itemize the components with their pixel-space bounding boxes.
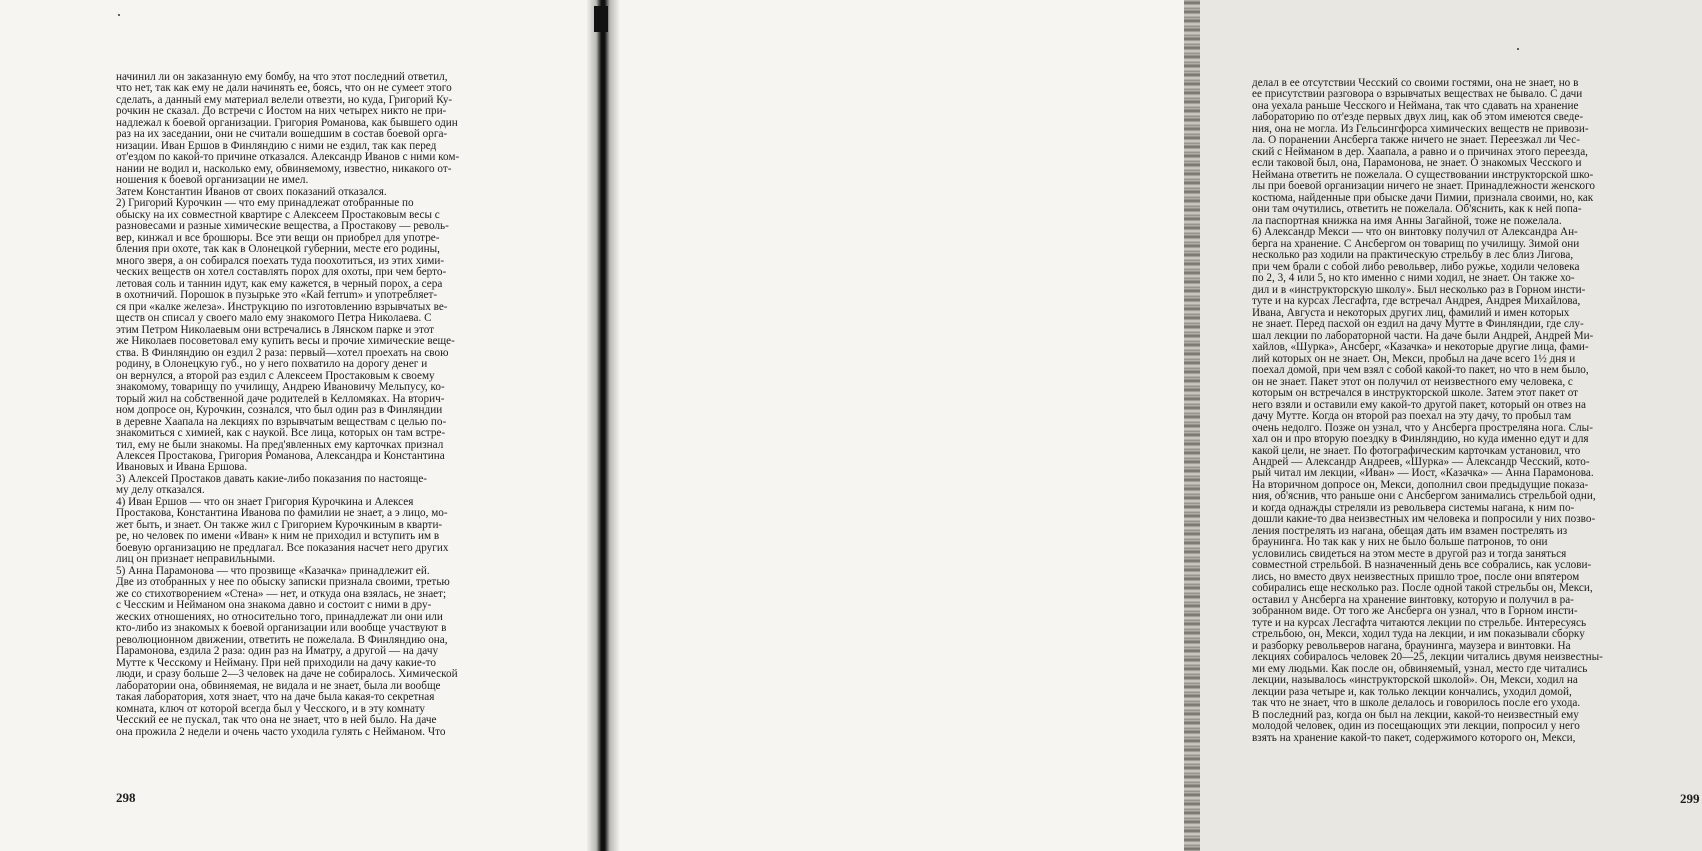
text-line: не знает. Перед пасхой он ездил на дачу Мутте в Финляндии, где слу- <box>1252 318 1584 331</box>
text-line: лий которых он не знает. Он, Мекси, пробыл на даче всего 1½ дня и <box>1252 352 1576 365</box>
text-line: революционном движении, ответить не пожелала. В Финляндию она, <box>116 633 448 646</box>
text-line: Затем Константин Иванов от своих показаний отказался. <box>116 185 387 198</box>
text-line: раз на их заседании, они не считали вошедшим в состав боевой орга- <box>116 128 448 141</box>
text-line: ном допросе он, Курочкин, сознался, что был один раз в Финляндии <box>116 404 443 417</box>
text-line: дил и в «инструкторскую школу». Был несколько раз в Горном инсти- <box>1252 283 1586 296</box>
text-line: ла. О поранении Ансберга также ничего не знает. Переезжал ли Чес- <box>1252 134 1580 147</box>
text-line: же Николаев посоветовал ему купить весы и прочие химические веще- <box>116 335 455 348</box>
text-line: ношения к боевой организации не имел. <box>116 174 309 187</box>
text-line: ства. В Финляндию он ездил 2 раза: первый—хотел проехать на свою <box>116 346 449 359</box>
text-line: так что не знает, что в школе делалось и говорилось после его ухода. <box>1252 697 1581 710</box>
scan-speck <box>118 14 120 16</box>
text-line: 5) Анна Парамонова — что прозвище «Казачка» принадлежит ей. <box>116 564 430 577</box>
text-line: жет быть, и знает. Он также жил с Григорием Курочкиным в кварти- <box>116 518 443 531</box>
text-line: стрельбою, он, Мекси, ходил туда на лекции, и им показывали сборку <box>1252 628 1585 641</box>
text-line: родину, в Олонецкую губ., но у него похватило на дорогу денег и <box>116 358 428 371</box>
text-line: оставил у Ансберга на хранение винтовку, которую и получил в ра- <box>1252 593 1574 606</box>
left-page-text <box>116 72 556 738</box>
text-line: лаборатории она, обвиняемая, не видала и не знает, была ли вообще <box>116 679 441 692</box>
text-line: собирались еще несколько раз. После одной такой стрельбы он, Мекси, <box>1252 582 1593 595</box>
text-line: Алексея Простакова, Григория Романова, Александра и Константина <box>116 449 445 462</box>
text-line: комната, ключ от которой всегда был у Чесского, и в эту комнату <box>116 702 425 715</box>
gutter-shadow <box>594 6 608 32</box>
text-line: вер, кинжал и все брошюры. Все эти вещи он приобрел для употре- <box>116 231 440 244</box>
text-line: и разборку револьверов нагана, браунинга, маузера и винтовки. На <box>1252 639 1571 652</box>
right-page-text <box>1252 78 1702 744</box>
text-line: она прожила 2 недели и очень часто уходила гулять с Нейманом. Что <box>116 725 446 738</box>
text-line: очень недолго. Позже он узнал, что у Ансберга простреляна нога. Слы- <box>1252 421 1593 434</box>
text-line: На вторичном допросе он, Мекси, дополнил свои предыдущие показа- <box>1252 478 1589 491</box>
text-line: ми ему людьми. Как после он, обвиняемый, узнал, место где читались <box>1252 662 1588 675</box>
text-line: шал лекции по лабораторной части. На даче были Андрей, Андрей Ми- <box>1252 329 1594 342</box>
text-line: Простакова, Константина Иванова по фамилии не знает, а э лицо, мо- <box>116 507 448 520</box>
text-line: рый читал им лекции, «Иван» — Иост, «Казачка» — Анна Парамонова. <box>1252 467 1594 480</box>
text-line: тил, ему не были знакомы. На пред'явленных ему карточках признал <box>116 438 444 451</box>
left-page-number: 298 <box>116 790 136 805</box>
text-line: туте и на курсах Лесгафта, где встречал Андрея, Андрея Михайлова, <box>1252 295 1581 308</box>
text-line: 4) Иван Ершов — что он знает Григория Курочкина и Алексея <box>116 495 414 508</box>
text-line: несколько раз ходили на практическую стрельбу в лес близ Лигова, <box>1252 249 1574 262</box>
left-page <box>0 0 598 851</box>
text-line: ее присутствии разговора о взрывчатых веществах не бывало. С дачи <box>1252 88 1583 101</box>
text-line: жеских отношениях, но относительно того, принадлежат ли они или <box>116 610 443 623</box>
text-line: знакомому, товарищу по училищу, Андрею Ивановичу Мельпусу, ко- <box>116 381 445 394</box>
text-line: делал в ее отсутствии Чесский со своими гостями, она не знает, но в <box>1252 77 1579 89</box>
text-line: ре, но человек по имени «Иван» к ним не приходил и вступить им в <box>116 530 440 543</box>
text-line: дошли какие-то два неизвестных им человека и попросили у них позво- <box>1252 513 1596 526</box>
text-line: что нет, так как ему не дали начинять ее, боясь, что он не сумеет этого <box>116 82 452 95</box>
text-line: берга на хранение. С Ансбергом он товарищ по училищу. Зимой они <box>1252 237 1580 250</box>
text-line: если таковой был, она, Парамонова, не знает. О знакомых Чесского и <box>1252 157 1582 170</box>
text-line: зобранном виде. От того же Ансберга он узнал, что в Горном инсти- <box>1252 605 1578 618</box>
right-page-number: 299 <box>1680 791 1700 806</box>
text-line: разновесами и разные химические вещества, а Простакову — револь- <box>116 220 449 233</box>
text-line: лекции раза четыре и, как только лекции кончались, уходил домой, <box>1252 685 1572 698</box>
text-line: лабораторию по от'езде первых двух лиц, как об этом имеются сведе- <box>1252 111 1584 124</box>
text-line: Мутте к Чесскому и Нейману. При ней приходили на дачу какие-то <box>116 656 436 669</box>
text-line: в деревне Хаапала на лекциях по взрывчатым веществам с целью по- <box>116 415 447 428</box>
text-line: по 2, 3, 4 или 5, но кто именно с ними ходил, не знает. Он также хо- <box>1252 272 1575 285</box>
text-line: костюма, найденные при обыске дачи Пимии, признала своими, но, как <box>1252 191 1594 204</box>
text-line: лы при боевой организации ничего не знает. Принадлежности женского <box>1252 180 1596 193</box>
text-line: начинил ли он заказанную ему бомбу, на что этот последний ответил, <box>116 71 448 83</box>
text-line: ский с Нейманом в дер. Хаапала, а равно и о причинах этого переезда, <box>1252 145 1588 158</box>
text-line: ществ он списал у своего мало ему знакомого Петра Николаева. С <box>116 312 432 325</box>
text-line: взять на хранение какой-то пакет, содержимого которого он, Мекси, <box>1252 731 1576 744</box>
text-line: такая лаборатория, хотя знает, что на даче была какая-то секретная <box>116 691 435 704</box>
text-line: нании не водил и, насколько ему, обвиняемому, известно, никакого от- <box>116 162 452 175</box>
text-line: которым он встречался в инструкторской школе. Затем этот пакет от <box>1252 387 1579 400</box>
scan-speck <box>1517 48 1519 50</box>
text-line: ческих веществ он хотел составлять порох для охоты, при чем берто- <box>116 266 447 279</box>
text-line: люди, и сразу больше 2—3 человек на даче не собиралось. Химической <box>116 668 458 681</box>
text-line: В последний раз, когда он был на лекции, какой-то неизвестный ему <box>1252 708 1579 721</box>
text-line: какой цели, не знает. По фотографическим карточкам установил, что <box>1252 444 1581 457</box>
text-line: от'ездом по какой-то причине отказался. Александр Иванов с ними ком- <box>116 151 460 164</box>
text-line: он вернулся, а второй раз ездил с Алексеем Простаковым к своему <box>116 369 435 382</box>
text-line: Неймана ответить не пожелала. О существовании инструкторской шко- <box>1252 168 1594 181</box>
text-line: он не знает. Пакет этот он получил от неизвестного ему человека, с <box>1252 375 1573 388</box>
text-line: ния, она не могла. Из Гельсингфорса химических веществ не привози- <box>1252 122 1589 135</box>
text-line: надлежал к боевой организации. Григория Романова, как бывшего один <box>116 116 458 129</box>
text-line: Чесский ее не пускал, так что она не знает, что в ней было. На даче <box>116 714 437 727</box>
text-line: летовая соль и таннин идут, как ему кажется, в черный порох, а сера <box>116 277 443 290</box>
text-line: условились свидеться на этом месте в другой раз и тогда заняться <box>1252 547 1567 560</box>
text-line: сделать, а данный ему материал велели отвезти, но куда, Григорий Ку- <box>116 93 453 106</box>
text-line: дачу Мутте. Когда он второй раз поехал на эту дачу, то пробыл там <box>1252 410 1572 423</box>
text-line: и когда однажды стреляли из револьвера системы нагана, к ним по- <box>1252 501 1575 514</box>
text-line: боевую организацию не предлагал. Все показания насчет него других <box>116 541 449 554</box>
text-line: Две из отобранных у нее по обыску записки признала своими, третью <box>116 576 450 589</box>
text-line: хайлов, «Шурка», Ансберг, «Казачка» и некоторые другие лица, фами- <box>1252 341 1589 354</box>
text-line: Ивановых и Ивана Ершова. <box>116 461 248 474</box>
text-line: лекциях собиралось человек 20—25, лекции читались двумя неизвестны- <box>1252 651 1603 664</box>
text-line: туте и на курсах Лесгафта читаются лекции по стрельбе. Интересуясь <box>1252 616 1587 629</box>
text-line: знакомиться с химией, как с наукой. Все лица, которых он там встре- <box>116 427 446 440</box>
text-line: рочкин не сказал. До встречи с Иостом на них четырех никто не при- <box>116 105 447 118</box>
text-line: лись, но вместо двух неизвестных пришло трое, после они впятером <box>1252 570 1580 583</box>
text-line: кто-либо из знакомых к боевой организации или вообще участвуют в <box>116 622 447 635</box>
text-line: ся при «калке железа». Инструкцию по изготовлению взрывчатых ве- <box>116 300 448 313</box>
text-line: ления пострелять из нагана, обещая дать им взамен пострелять из <box>1252 524 1568 537</box>
text-line: совместной стрельбой. В назначенный день все собрались, как услови- <box>1252 559 1592 572</box>
text-line: в охотничий. Порошок в пузырьке это «Кай ferrum» и употребляет- <box>116 289 438 302</box>
text-line: браунинга. Но так как у них не было больше патронов, то они <box>1252 536 1548 549</box>
text-line: него взяли и оставили ему какой-то другой пакет, который он отвез на <box>1252 398 1586 411</box>
text-line: этим Петром Николаевым они встречались в Лянском парке и этот <box>116 323 435 336</box>
text-line: ния, об'яснив, что раньше они с Ансбергом занимались стрельбой одни, <box>1252 490 1596 503</box>
text-line: 3) Алексей Простаков давать какие-либо показания по настояще- <box>116 472 428 485</box>
text-line: молодой человек, один из посещающих эти лекции, попросил у него <box>1252 720 1580 733</box>
text-line: 2) Григорий Курочкин — что ему принадлежат отобранные по <box>116 197 414 210</box>
text-line: торый жил на собственной даче родителей в Келломяках. На вторич- <box>116 392 445 405</box>
text-line: обыску на их совместной квартире с Алексеем Простаковым весы с <box>116 208 440 221</box>
text-line: 6) Александр Мекси — что он винтовку получил от Александра Ан- <box>1252 226 1578 239</box>
text-line: при чем брали с собой либо револьвер, либо ружье, ходили человека <box>1252 260 1580 273</box>
text-line: му делу отказался. <box>116 484 205 497</box>
book-gutter <box>586 0 620 851</box>
page-edge <box>1184 0 1200 851</box>
text-line: низации. Иван Ершов в Финляндию с ними не ездил, так как перед <box>116 139 437 152</box>
text-line: Андрей — Александр Андреев, «Шурка» — Александр Чесский, кото- <box>1252 455 1590 468</box>
text-line: она уехала раньше Чесского и Неймана, так что сдавать на хранение <box>1252 99 1579 112</box>
right-page <box>602 0 1700 851</box>
text-line: они там очутились, ответить не пожелала. Об'яснить, как к ней попа- <box>1252 203 1582 216</box>
text-line: лиц он признает неправильными. <box>116 553 276 566</box>
text-line: Ивана, Августа и некоторых других лиц, фамилий и имен которых <box>1252 306 1570 319</box>
text-line: много зверя, а он собирался поехать туда поохотиться, из этих хими- <box>116 254 445 267</box>
text-line: ла паспортная книжка на имя Анны Загайной, тоже не пожелала. <box>1252 214 1562 227</box>
text-line: же со стихотворением «Стена» — нет, и откуда она взялась, не знает; <box>116 587 447 600</box>
text-line: Парамонова, ездила 2 раза: один раз на Иматру, а другой — на дачу <box>116 645 439 658</box>
text-line: бления при охоте, так как в Олонецкой губернии, месте его родины, <box>116 243 440 256</box>
text-line: с Чесским и Нейманом она знакома давно и состоит с ними в дру- <box>116 599 432 612</box>
text-line: лекции, называлось «инструкторской школой». Он, Мекси, ходил на <box>1252 674 1578 687</box>
text-line: хал он и про вторую поездку в Финляндию, но куда именно едут и для <box>1252 433 1589 446</box>
text-line: поехал домой, при чем взял с собой какой-то пакет, но что в нем было, <box>1252 364 1589 377</box>
